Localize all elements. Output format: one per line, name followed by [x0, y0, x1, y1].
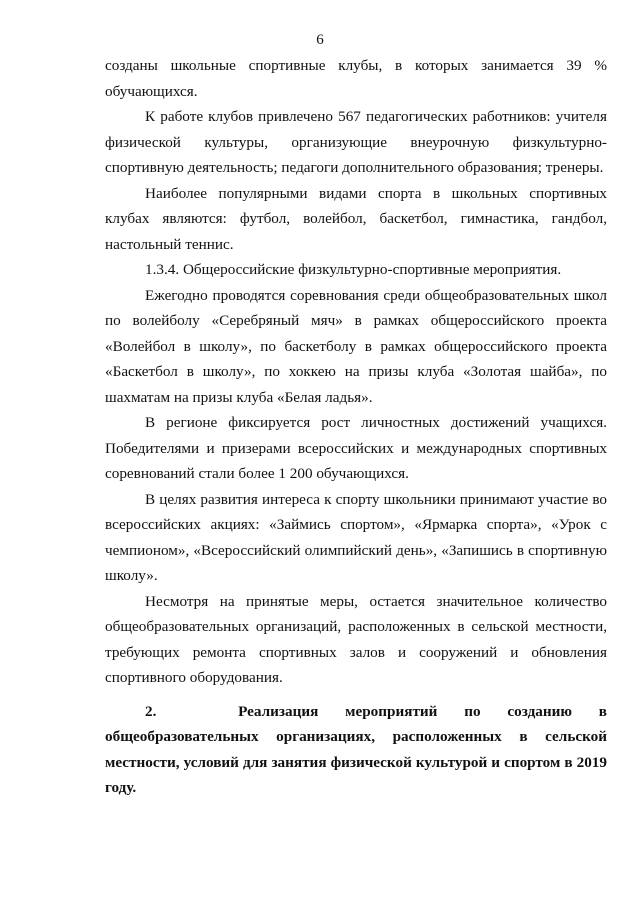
paragraph: В целях развития интереса к спорту школьники принимают участие во всероссийских акциях: «Займись спортом», «Ярмарка спорта», «Урок с чемпионом», «Всероссийский олимпийский день», «Запишись в спортивную школу».	[105, 490, 607, 584]
paragraph: созданы школьные спортивные клубы, в которых занимается 39 % обучающихся.	[105, 57, 607, 100]
paragraph: Ежегодно проводятся соревнования среди общеобразовательных школ по волейболу «Серебряный мяч» в рамках общероссийского проекта «Волейбол в школу», по баскетболу в рамках общероссийского проекта «Баскетбол в школу», по хоккею на призы клуба «Золотая шайба», по шахматам на призы клуба «Белая ладья».	[105, 286, 607, 406]
page-number: 6	[316, 32, 324, 48]
document-body	[105, 53, 607, 801]
paragraph: В регионе фиксируется рост личностных достижений учащихся. Победителями и призерами всероссийских и международных спортивных соревнований стали более 1 200 обучающихся.	[105, 414, 607, 482]
paragraph: Несмотря на принятые меры, остается значительное количество общеобразовательных организаций, расположенных в сельской местности, требующих ремонта спортивных залов и сооружений и обновления спортивного оборудования.	[105, 592, 607, 686]
paragraph: Наиболее популярными видами спорта в школьных спортивных клубах являются: футбол, волейбол, баскетбол, гимнастика, гандбол, настольный теннис.	[105, 184, 607, 253]
subsection-title: 1.3.4. Общероссийские физкультурно-спортивные мероприятия.	[145, 261, 562, 278]
section-heading-number: 2.	[145, 702, 157, 720]
paragraph: К работе клубов привлечено 567 педагогических работников: учителя физической культуры, организующие внеурочную физкультурно-спортивную деятельность; педагоги дополнительного образования; тренеры.	[105, 108, 607, 176]
section-heading-text: Реализация мероприятий по созданию в общеобразовательных организациях, расположенных в сельской местности, условий для занятия физической культурой и спортом в 2019 году.	[105, 702, 608, 796]
section-heading	[105, 699, 607, 801]
